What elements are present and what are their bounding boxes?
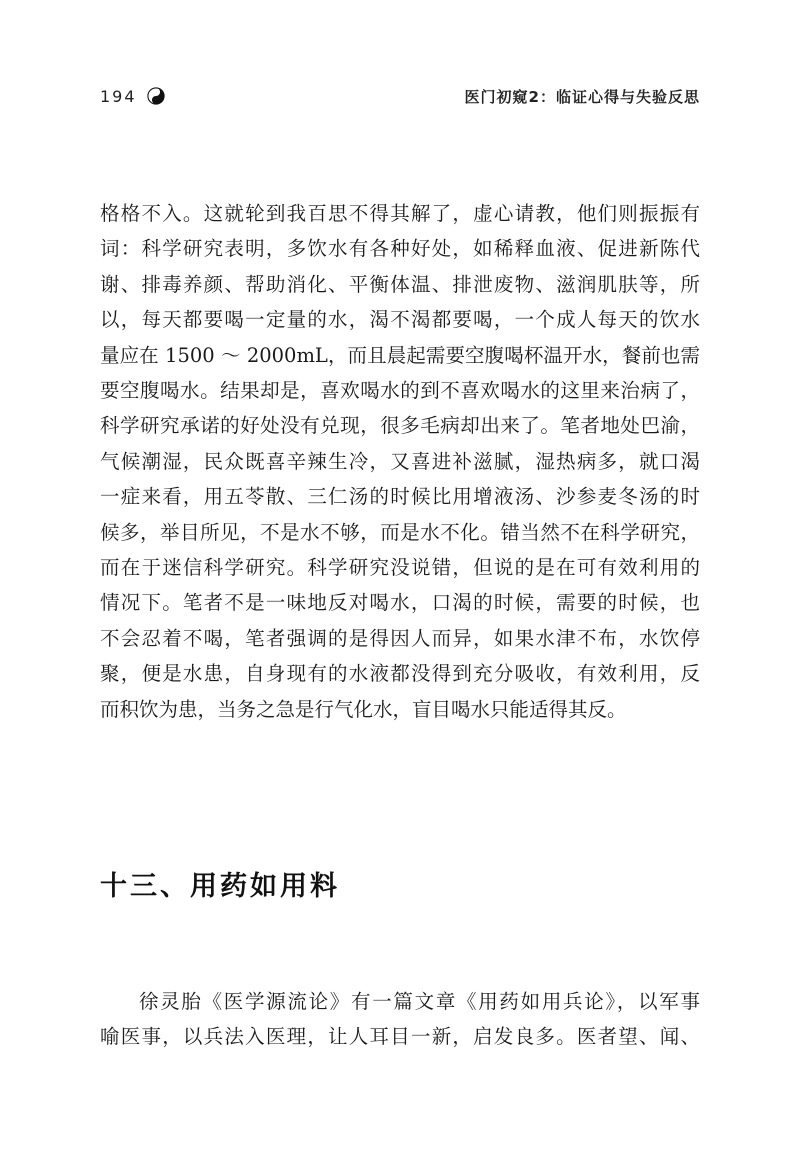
text-line: 情况下。笔者不是一味地反对喝水，口渴的时候，需要的时候，也 — [100, 591, 700, 615]
text-line: 词：科学研究表明，多饮水有各种好处，如稀释血液、促进新陈代 — [100, 237, 700, 261]
text-line: 科学研究承诺的好处没有兑现，很多毛病却出来了。笔者地处巴渝， — [100, 414, 700, 438]
paragraph-1 — [100, 196, 700, 727]
text-line: 以，每天都要喝一定量的水，渴不渴都要喝，一个成人每天的饮水 — [100, 308, 700, 332]
paragraph-2 — [100, 984, 700, 1055]
text-line: 谢、排毒养颜、帮助消化、平衡体温、排泄废物、滋润肌肤等，所 — [100, 272, 700, 296]
text-line: 量应在 1500 ～ 2000mL，而且晨起需要空腹喝杯温开水，餐前也需 — [100, 343, 700, 367]
yin-yang-icon — [147, 87, 165, 105]
text-line: 喻医事，以兵法入医理，让人耳目一新，启发良多。医者望、闻、 — [100, 1025, 700, 1049]
text-line: 候多，举目所见，不是水不够，而是水不化。错当然不在科学研究， — [100, 520, 700, 544]
section-heading: 十三、用药如用料 — [100, 871, 340, 902]
header-left — [100, 87, 165, 106]
text-line: 格格不入。这就轮到我百思不得其解了，虚心请教，他们则振振有 — [100, 202, 700, 225]
text-line: 一症来看，用五苓散、三仁汤的时候比用增液汤、沙参麦冬汤的时 — [100, 485, 700, 509]
page-header — [100, 84, 700, 108]
running-title: 医门初窥2：临证心得与失验反思 — [464, 87, 700, 106]
text-line: 而在于迷信科学研究。科学研究没说错，但说的是在可有效利用的 — [100, 556, 700, 580]
text-line: 要空腹喝水。结果却是，喜欢喝水的到不喜欢喝水的这里来治病了， — [100, 379, 700, 403]
text-line: 不会忍着不喝，笔者强调的是得因人而异，如果水津不布，水饮停 — [100, 626, 700, 650]
text-line: 而积饮为患，当务之急是行气化水，盲目喝水只能适得其反。 — [100, 697, 627, 721]
page-number: 194 — [100, 86, 137, 106]
text-line: 气候潮湿，民众既喜辛辣生冷，又喜进补滋腻，湿热病多，就口渴 — [100, 449, 700, 473]
text-line: 聚，便是水患，自身现有的水液都没得到充分吸收，有效利用，反 — [100, 662, 700, 686]
text-line: 徐灵胎《医学源流论》有一篇文章《用药如用兵论》，以军事 — [139, 990, 700, 1013]
